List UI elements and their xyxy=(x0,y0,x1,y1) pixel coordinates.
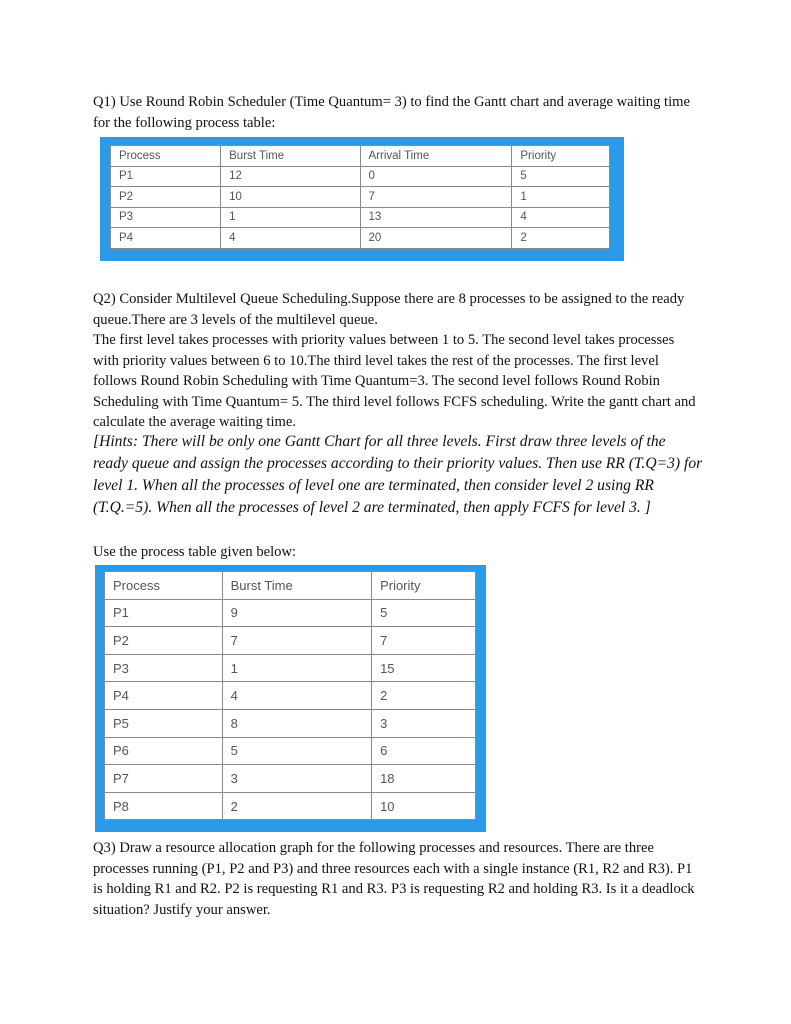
table-cell: 4 xyxy=(222,682,371,710)
q1-table-body xyxy=(111,146,610,249)
table-cell: P2 xyxy=(111,187,221,208)
table-cell: 2 xyxy=(512,228,610,249)
table-row xyxy=(111,207,610,228)
table-cell: 12 xyxy=(221,166,360,187)
table-cell: 3 xyxy=(372,709,476,737)
header-cell: Priority xyxy=(372,572,476,600)
table-cell: 8 xyxy=(222,709,371,737)
table-cell: 15 xyxy=(372,654,476,682)
table-cell: P3 xyxy=(105,654,223,682)
table-cell: 6 xyxy=(372,737,476,765)
table-cell: 4 xyxy=(512,207,610,228)
q1-text: Q1) Use Round Robin Scheduler (Time Quantum= 3) to find the Gantt chart and average waiting time for the following process table: xyxy=(93,94,690,131)
table-row xyxy=(105,765,476,793)
table-cell: 2 xyxy=(222,792,371,820)
table-cell: P4 xyxy=(105,682,223,710)
table-cell: 13 xyxy=(360,207,512,228)
table-cell: 10 xyxy=(221,187,360,208)
table-cell: 5 xyxy=(372,599,476,627)
table-cell: 2 xyxy=(372,682,476,710)
header-cell: Priority xyxy=(512,146,610,167)
table-cell: 1 xyxy=(512,187,610,208)
table-cell: 4 xyxy=(221,228,360,249)
table-row xyxy=(105,792,476,820)
table-cell: 7 xyxy=(222,627,371,655)
q2-intro: Q2) Consider Multilevel Queue Scheduling.Suppose there are 8 processes to be assigned to the ready queue.There are 3 levels of the multilevel queue. xyxy=(93,291,685,328)
table-row xyxy=(105,599,476,627)
table-row xyxy=(111,187,610,208)
q2-body: The first level takes processes with priority values between 1 to 5. The second level takes processes with priority values between 6 to 10.The third level takes the rest of the processes. The first level follows Round Robin Scheduling with Time Quantum=3. The second level follows Round Robin Scheduling with Time Quantum= 5. The third level follows FCFS scheduling. Write the gantt chart and calculate the average waiting time. xyxy=(93,332,696,431)
table-cell: P7 xyxy=(105,765,223,793)
q2-hint: [Hints: There will be only one Gantt Chart for all three levels. First draw three levels of the ready queue and assign the processes according to their priority values. Then use RR (T.Q=3) for level 1. When all the processes of level one are terminated, then consider level 2 using RR (T.Q.=5). When all the processes of level 2 are terminated, then apply FCFS for level 3. ] xyxy=(93,433,703,516)
table-cell: 7 xyxy=(372,627,476,655)
header-cell: Burst Time xyxy=(222,572,371,600)
table-cell: P6 xyxy=(105,737,223,765)
table-row xyxy=(105,709,476,737)
table-row xyxy=(111,228,610,249)
table-row xyxy=(105,654,476,682)
q3-text: Q3) Draw a resource allocation graph for the following processes and resources. There are three processes running (P1, P2 and P3) and three resources each with a single instance (R1, R2 and R3). P1 is holding R1 and R2. P2 is requesting R1 and R3. P3 is requesting R2 and holding R3. Is it a deadlock situation? Justify your answer. xyxy=(93,840,695,918)
header-cell: Process xyxy=(105,572,223,600)
q2-process-table xyxy=(104,571,476,820)
table-cell: 5 xyxy=(222,737,371,765)
table-cell: 5 xyxy=(512,166,610,187)
table-cell: 9 xyxy=(222,599,371,627)
table-cell: 18 xyxy=(372,765,476,793)
table-cell: 7 xyxy=(360,187,512,208)
table-cell: 3 xyxy=(222,765,371,793)
header-cell: Arrival Time xyxy=(360,146,512,167)
table-cell: P1 xyxy=(105,599,223,627)
table-cell: P1 xyxy=(111,166,221,187)
table-cell: 10 xyxy=(372,792,476,820)
table-row xyxy=(105,627,476,655)
header-cell: Process xyxy=(111,146,221,167)
table-cell: P8 xyxy=(105,792,223,820)
table-row xyxy=(111,166,610,187)
table-header-row xyxy=(105,572,476,600)
table-row xyxy=(105,737,476,765)
table-cell: 0 xyxy=(360,166,512,187)
table-cell: P3 xyxy=(111,207,221,228)
header-cell: Burst Time xyxy=(221,146,360,167)
table-cell: P5 xyxy=(105,709,223,737)
q2-table-body xyxy=(105,572,476,820)
table-row xyxy=(105,682,476,710)
table-header-row xyxy=(111,146,610,167)
q1-process-table xyxy=(110,145,610,249)
table-cell: 20 xyxy=(360,228,512,249)
table-cell: P4 xyxy=(111,228,221,249)
table-cell: P2 xyxy=(105,627,223,655)
table-cell: 1 xyxy=(222,654,371,682)
table-cell: 1 xyxy=(221,207,360,228)
q2-table-intro: Use the process table given below: xyxy=(93,544,297,560)
